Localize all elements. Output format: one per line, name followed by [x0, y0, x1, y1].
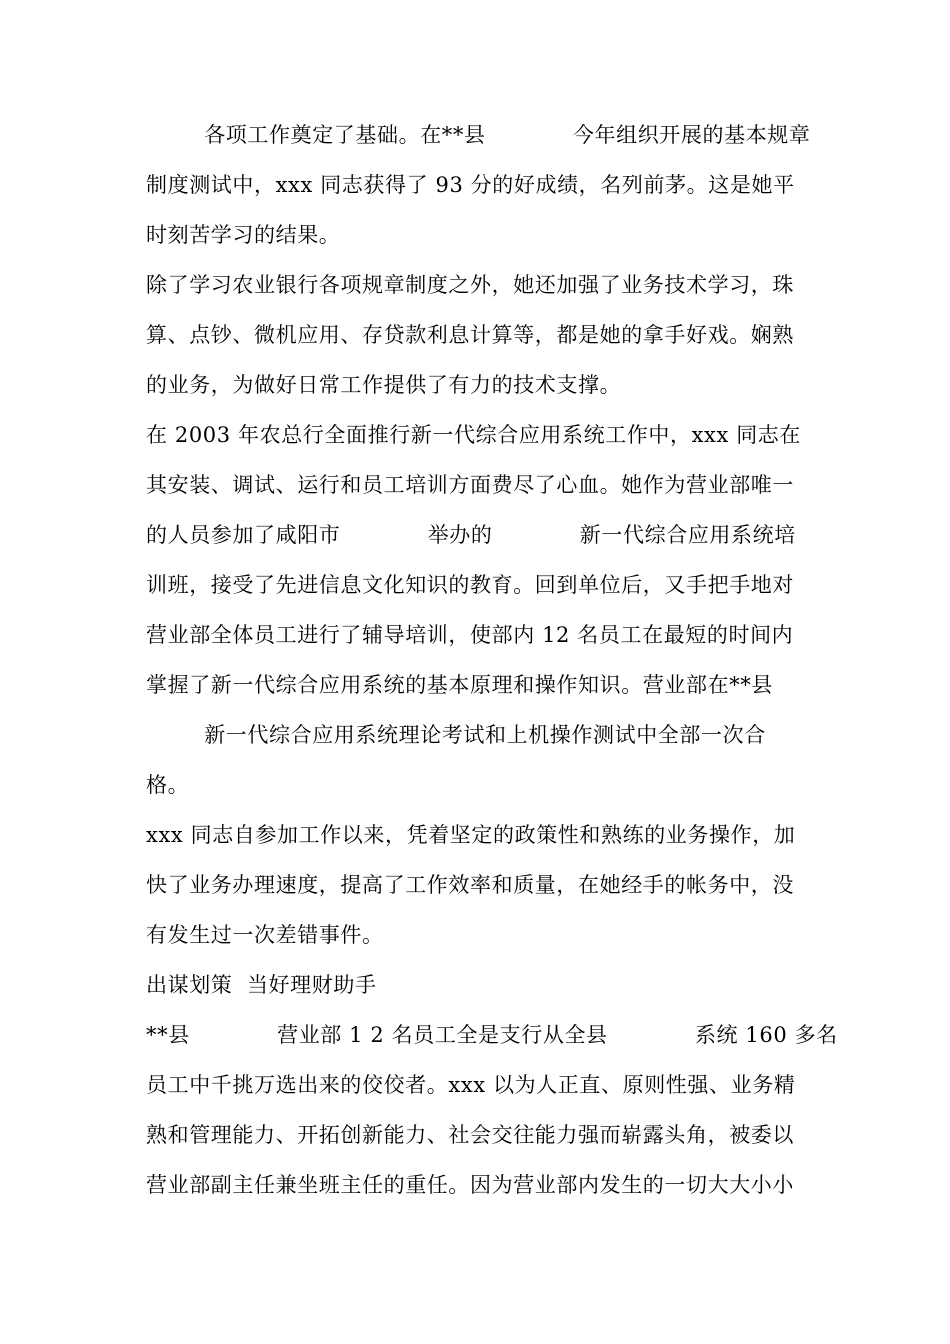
text-line: 掌握了新一代综合应用系统的基本原理和操作知识。营业部在**县 — [146, 673, 773, 697]
text-line: 快了业务办理速度，提高了工作效率和质量，在她经手的帐务中，没 — [146, 873, 794, 897]
text-line: 时刻苦学习的结果。 — [146, 223, 341, 247]
text-line: 制度测试中，xxx 同志获得了 93 分的好成绩，名列前茅。这是她平 — [146, 173, 795, 197]
text-line: 有发生过一次差错事件。 — [146, 923, 384, 947]
text-line: 除了学习农业银行各项规章制度之外，她还加强了业务技术学习，珠 — [146, 273, 794, 297]
text-line: 算、点钞、微机应用、存贷款利息计算等，都是她的拿手好戏。娴熟 — [146, 323, 794, 347]
text-line: 其安装、调试、运行和员工培训方面费尽了心血。她作为营业部唯一 — [146, 473, 794, 497]
text-line: 员工中千挑万选出来的佼佼者。xxx 以为人正直、原则性强、业务精 — [146, 1073, 796, 1097]
text-line: 熟和管理能力、开拓创新能力、社会交往能力强而崭露头角，被委以 — [146, 1123, 794, 1147]
text-line: 训班，接受了先进信息文化知识的教育。回到单位后，又手把手地对 — [146, 573, 794, 597]
text-line: xxx 同志自参加工作以来，凭着坚定的政策性和熟练的业务操作，加 — [146, 823, 796, 847]
section-heading: 出谋划策 当好理财助手 — [146, 973, 377, 997]
text-line: 营业部副主任兼坐班主任的重任。因为营业部内发生的一切大大小小 — [146, 1173, 794, 1197]
text-line: 各项工作奠定了基础。在**县 今年组织开展的基本规章 — [146, 123, 811, 147]
text-line: 的人员参加了咸阳市 举办的 新一代综合应用系统培 — [146, 523, 796, 547]
text-line: 新一代综合应用系统理论考试和上机操作测试中全部一次合 — [146, 723, 766, 747]
text-line: 的业务，为做好日常工作提供了有力的技术支撑。 — [146, 373, 622, 397]
text-line: 在 2003 年农总行全面推行新一代综合应用系统工作中，xxx 同志在 — [146, 423, 801, 447]
text-line: 格。 — [146, 773, 190, 797]
text-line: 营业部全体员工进行了辅导培训，使部内 12 名员工在最短的时间内 — [146, 623, 794, 647]
text-line: **县 营业部 1 2 名员工全是支行从全县 系统 160 多名 — [146, 1023, 838, 1047]
